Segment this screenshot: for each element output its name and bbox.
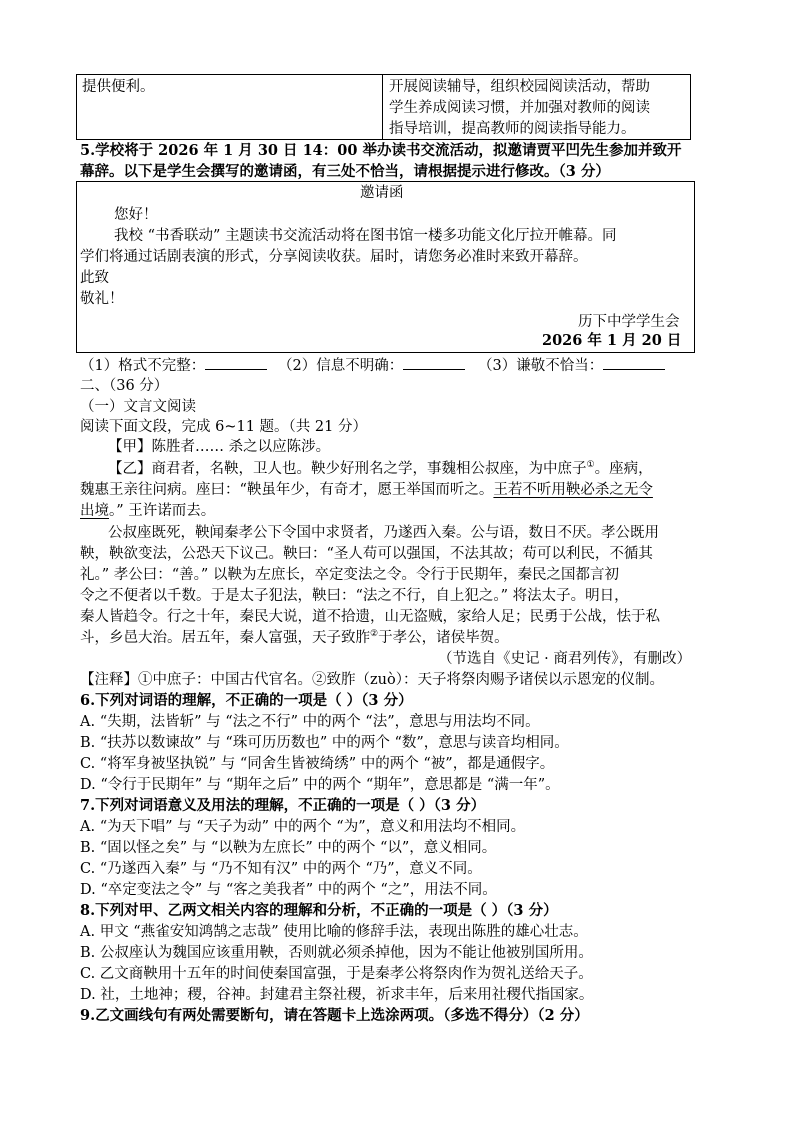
answer-blank[interactable] [603,355,665,370]
q7-option-a[interactable]: A. “为天下唱” 与 “天子为动” 中的两个 “为”，意义和用法均不相同。 [80,819,526,835]
q8-option-b[interactable]: B. 公叔座认为魏国应该重用鞅，否则就必须杀掉他，因为不能让他被别国所用。 [80,945,593,961]
q7-option-b[interactable]: B. “固以怪之矣” 与 “以鞅为左庶长” 中的两个 “以”，意义相同。 [80,840,497,856]
prompt-label: （2）信息不明确： [278,358,404,374]
section-subheading: （一）文言文阅读 [80,399,196,415]
answer-blank[interactable] [205,355,267,370]
q8-stem: 8.下列对甲、乙两文相关内容的理解和分析，不正确的一项是（ ）（3 分） [80,902,558,919]
footnote-mark: ① [586,460,595,471]
q6-option-d[interactable]: D. “令行于民期年” 与 “期年之后” 中的两个 “期年”，意思都是 “满一年”。 [80,777,560,793]
passage-yi-line2 [80,480,653,500]
footnote-mark: ② [370,629,379,640]
q6-stem: 6.下列对词语的理解，不正确的一项是（ ）（3 分） [80,692,413,709]
section-heading: 二、（36 分） [80,378,169,394]
invitation-title: 邀请函 [360,185,404,201]
table-left-cell: 提供便利。 [82,79,155,95]
q8-option-c[interactable]: C. 乙文商鞅用十五年的时间使秦国富强，于是秦孝公将祭肉作为贺礼送给天子。 [80,966,593,982]
passage-source: （节选自《史记 · 商君列传》，有删改） [438,651,692,667]
q7-stem: 7.下列对词语意义及用法的理解，不正确的一项是（ ）（3 分） [80,797,486,814]
invitation-date: 2026 年 1 月 20 日 [542,332,682,349]
q8-option-a[interactable]: A. 甲文 “燕雀安知鸿鹄之志哉” 使用比喻的修辞手法，表现出陈胜的雄心壮志。 [80,924,588,940]
invitation-body-line2: 学们将通过话剧表演的形式，分享阅读收获。届时，请您务必准时来致开幕辞。 [80,249,588,265]
passage-text: 斗，乡邑大治。居五年，秦人富强，天子致胙 [80,630,370,646]
q6-option-b[interactable]: B. “扶苏以数谏故” 与 “珠可历历数也” 中的两个 “数”，意思与读音均相同。 [80,735,569,751]
q5-stem-line2: 幕辞。以下是学生会撰写的邀请函，有三处不恰当，请根据提示进行修改。（3 分） [80,163,610,180]
q7-option-c[interactable]: C. “乃遂西入秦” 与 “乃不知有汉” 中的两个 “乃”，意义不同。 [80,861,482,877]
prompt-label: （3）谦敬不恰当： [478,358,604,374]
passage-text: 。座病， [594,461,653,477]
passage-p2-line5: 秦人皆趋令。行之十年，秦民大说，道不拾遗，山无盗贼，家给人足；民勇于公战，怯于私 [80,609,660,625]
q5-stem-line1: 5.学校将于 2026 年 1 月 30 日 14：00 举办读书交流活动，拟邀请贾平凹先生参加并致开 [80,142,682,159]
passage-p2-line3: 礼。” 孝公曰：“善。” 以鞅为左庶长，卒定变法之令。令行于民期年，秦民之国都言初 [80,567,619,583]
passage-p2-line1: 公叔座既死，鞅闻秦孝公下令国中求贤者，乃遂西入秦。公与语，数日不厌。孝公既用 [108,525,659,541]
passage-yi-line3 [80,501,215,521]
passage-note: 【注释】①中庶子：中国古代官名。②致胙（zuò）：天子将祭肉赐予诸侯以示恩宠的仪制。 [80,672,664,688]
q5-prompt-format [80,355,267,376]
table-right-cell-line: 开展阅读辅导，组织校园阅读活动，帮助 [389,79,650,95]
q6-option-c[interactable]: C. “将军身被坚执锐” 与 “同舍生皆被绮绣” 中的两个 “被”，都是通假字。 [80,756,555,772]
invitation-body-line1: 我校 “书香联动” 主题读书交流活动将在图书馆一楼多功能文化厅拉开帷幕。同 [114,228,617,244]
answer-blank[interactable] [403,355,465,370]
invitation-signature: 历下中学学生会 [578,314,680,330]
q5-prompt-info [278,355,465,376]
invitation-greeting: 您好！ [114,207,158,223]
invitation-closing-2: 敬礼！ [80,291,124,307]
passage-text: 【乙】商君者，名鞅，卫人也。鞅少好刑名之学，事魏相公叔座，为中庶子 [108,461,587,477]
table-right-cell-line: 指导培训，提高教师的阅读指导能力。 [389,121,636,137]
q9-stem: 9.乙文画线句有两处需要断句，请在答题卡上选涂两项。（多选不得分）（2 分） [80,1007,589,1024]
q5-prompt-courtesy [478,355,665,376]
underlined-sentence: 出境 [80,503,109,519]
passage-p2-line6 [80,628,509,648]
underlined-sentence: 王若不听用鞅必杀之无令 [493,482,653,498]
invitation-closing-1: 此致 [80,270,109,286]
table-divider [382,74,383,139]
table-right-cell-line: 学生养成阅读习惯，并加强对教师的阅读 [389,100,650,116]
q8-option-d[interactable]: D. 社，土地神；稷，谷神。封建君主祭社稷，祈求丰年，后来用社稷代指国家。 [80,987,594,1003]
passage-text: 于孝公，诸侯毕贺。 [378,630,509,646]
section-instruction: 阅读下面文段，完成 6~11 题。（共 21 分） [80,419,367,435]
passage-text: 魏惠王亲往问病。座曰：“鞅虽年少，有奇才，愿王举国而听之。 [80,482,494,498]
q7-option-d[interactable]: D. “卒定变法之令” 与 “客之美我者” 中的两个 “之”，用法不同。 [80,882,497,898]
passage-yi-line1 [108,459,653,479]
passage-p2-line2: 鞅，鞅欲变法，公恐天下议己。鞅曰：“圣人苟可以强国，不法其故；苟可以利民，不循其 [80,546,653,562]
passage-jia: 【甲】陈胜者…… 杀之以应陈涉。 [108,439,331,455]
passage-text: 。” 王许诺而去。 [109,503,216,519]
q6-option-a[interactable]: A. “失期，法皆斩” 与 “法之不行” 中的两个 “法”，意思与用法均不同。 [80,714,540,730]
passage-p2-line4: 令之不便者以千数。于是太子犯法，鞅曰：“法之不行，自上犯之。” 将法太子。明日， [80,588,629,604]
prompt-label: （1）格式不完整： [80,358,206,374]
